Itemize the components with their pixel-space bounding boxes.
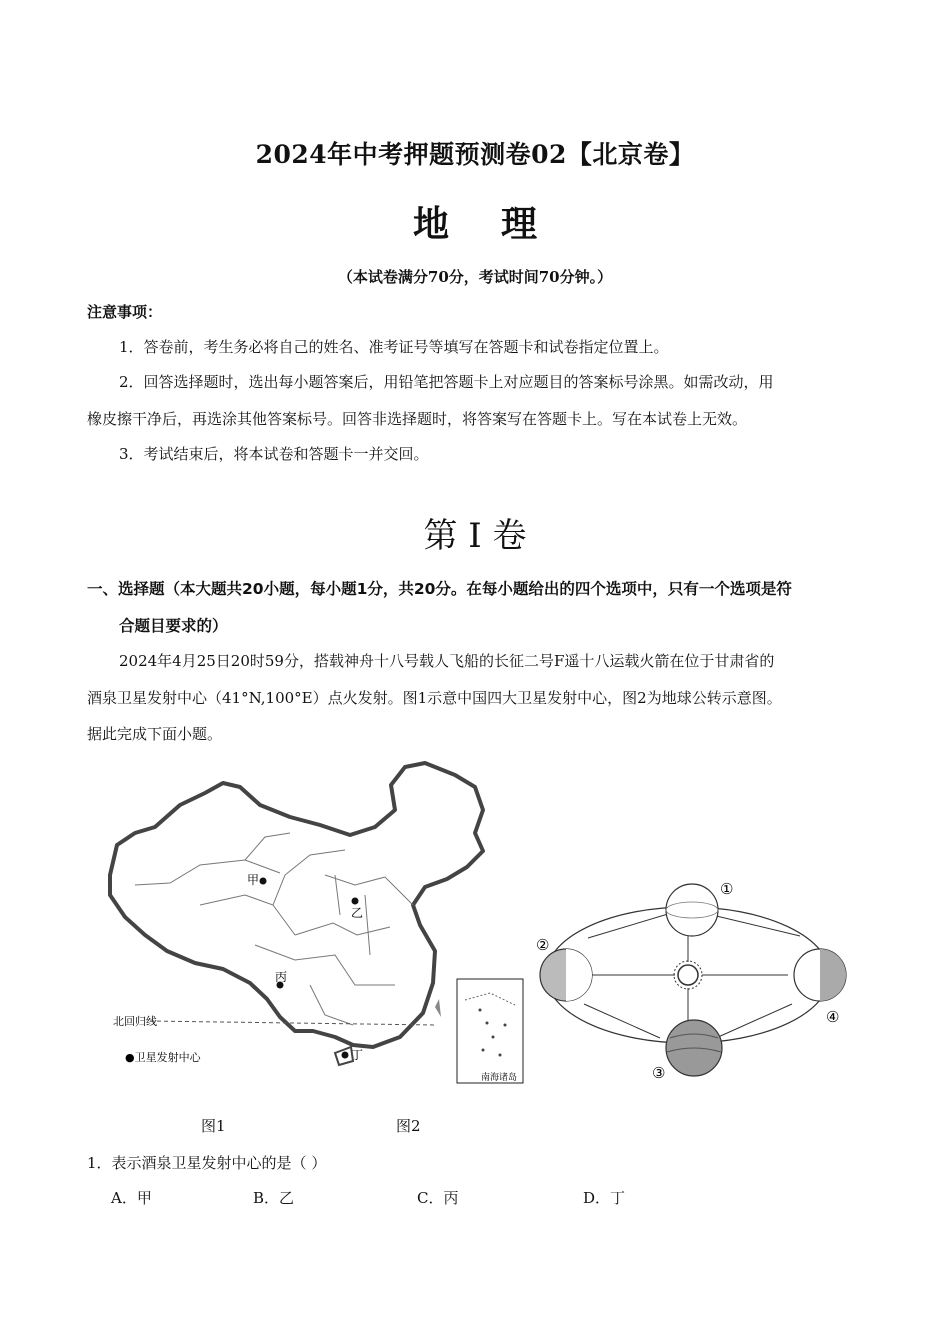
earth-pos3-icon bbox=[666, 1020, 722, 1076]
taiwan-island bbox=[435, 999, 441, 1017]
exam-title: 2024年中考押题预测卷02【北京卷】 bbox=[255, 140, 695, 169]
question-1-stem: 1．表示酒泉卫星发射中心的是（ ） bbox=[87, 1154, 327, 1172]
tropic-label: 北回归线 bbox=[113, 1015, 157, 1028]
inset-label: 南海诸岛 bbox=[481, 1073, 518, 1083]
site-jia-dot bbox=[260, 878, 267, 885]
earth-pos1-icon bbox=[666, 884, 718, 936]
subject-title bbox=[0, 196, 950, 247]
score-note: （本试卷满分70分，考试时间70分钟。） bbox=[337, 268, 613, 286]
legend-label: ●卫星发射中心 bbox=[125, 1051, 201, 1064]
section-instruction: 一、选择题（本大题共20小题，每小题1分，共20分。在每小题给出的四个选项中，只有一个选项是符 bbox=[87, 580, 792, 598]
china-map-figure bbox=[95, 755, 530, 1090]
subject-char: 理 bbox=[501, 203, 538, 245]
notice-rule-3: 3．考试结束后，将本试卷和答题卡一并交回。 bbox=[119, 445, 429, 463]
part-title: 第 I 卷 bbox=[423, 516, 527, 556]
pos2-label: ② bbox=[536, 936, 550, 954]
notice-heading: 注意事项： bbox=[87, 303, 163, 321]
site-jia-label: 甲 bbox=[247, 873, 260, 887]
section-instruction-cont: 合题目要求的） bbox=[119, 617, 228, 635]
site-ding-label: 丁 bbox=[351, 1048, 364, 1062]
passage-line-3: 据此完成下面小题。 bbox=[87, 725, 223, 743]
pos1-label: ① bbox=[720, 880, 734, 898]
option-b[interactable]: B．乙 bbox=[253, 1189, 295, 1207]
site-ding-dot bbox=[342, 1052, 349, 1059]
figure-1-caption: 图1 bbox=[201, 1117, 226, 1135]
tropic-line bbox=[150, 1021, 435, 1025]
site-yi-label: 乙 bbox=[351, 906, 364, 920]
notice-rule-2: 2．回答选择题时，选出每小题答案后，用铅笔把答题卡上对应题目的答案标号涂黑。如需改动，用 bbox=[119, 373, 774, 391]
figure-2-caption: 图2 bbox=[396, 1117, 421, 1135]
earth-pos4-icon bbox=[794, 949, 846, 1001]
south-sea-inset bbox=[457, 979, 523, 1083]
passage-line-2: 酒泉卫星发射中心（41°N,100°E）点火发射。图1示意中国四大卫星发射中心，图2为地球公转示意图。 bbox=[87, 689, 782, 707]
earth-pos2-icon bbox=[540, 949, 592, 1001]
notice-rule-1: 1．答卷前，考生务必将自己的姓名、准考证号等填写在答题卡和试卷指定位置上。 bbox=[119, 338, 669, 356]
pos3-label: ③ bbox=[652, 1064, 666, 1082]
china-outline bbox=[110, 763, 483, 1047]
province-borders bbox=[135, 833, 413, 1025]
option-a[interactable]: A．甲 bbox=[111, 1189, 152, 1207]
site-yi-dot bbox=[352, 898, 359, 905]
option-c[interactable]: C．丙 bbox=[417, 1189, 459, 1207]
notice-rule-2-cont: 橡皮擦干净后，再选涂其他答案标号。回答非选择题时，将答案写在答题卡上。写在本试卷上无效。 bbox=[87, 410, 748, 428]
orbit-figure bbox=[530, 870, 850, 1085]
option-d[interactable]: D．丁 bbox=[583, 1189, 626, 1207]
passage-line-1: 2024年4月25日20时59分，搭载神舟十八号载人飞船的长征二号F遥十八运载火箭在位于甘肃省的 bbox=[119, 652, 775, 670]
sun-icon bbox=[678, 965, 698, 985]
pos4-label: ④ bbox=[826, 1008, 840, 1026]
subject-char: 地 bbox=[412, 203, 449, 245]
site-bing-label: 丙 bbox=[275, 970, 288, 984]
